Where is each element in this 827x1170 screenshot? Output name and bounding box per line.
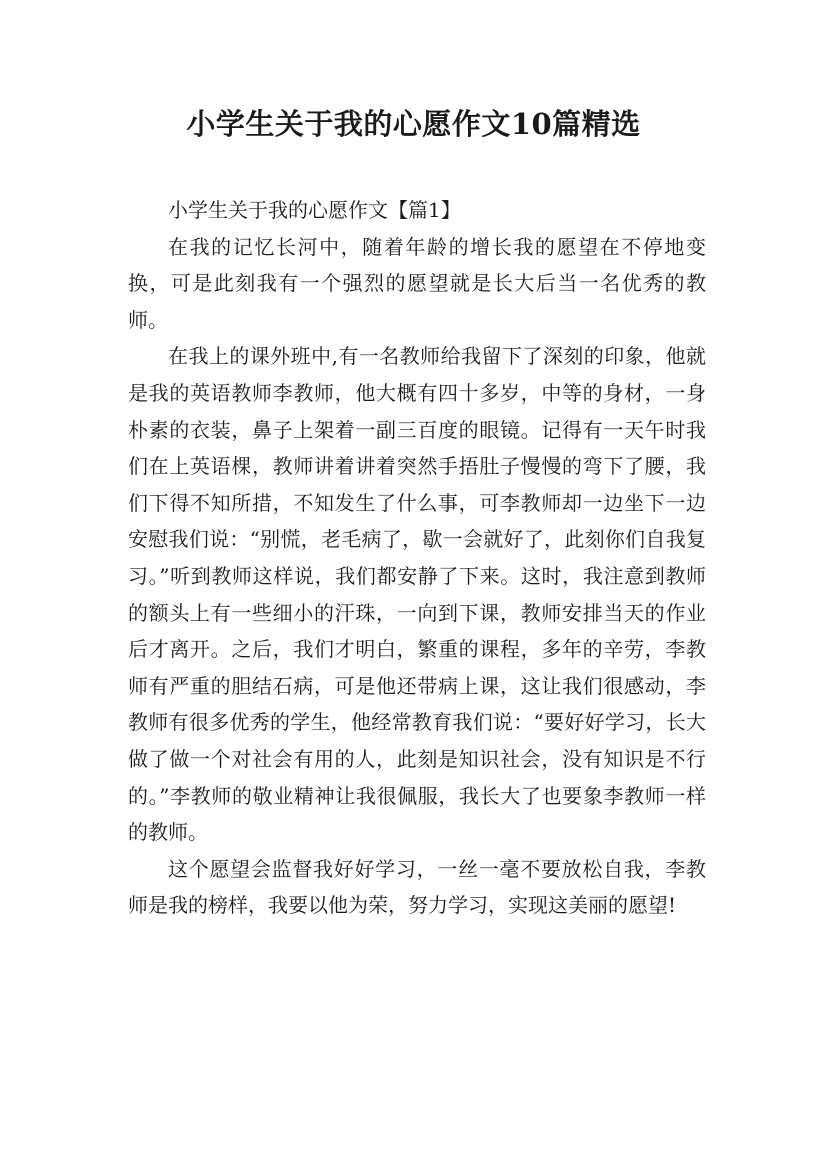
paragraph-2: 在我上的课外班中,有一名教师给我留下了深刻的印象，他就是我的英语教师李教师，他大概有四十多岁，中等的身材，一身朴素的衣装，鼻子上架着一副三百度的眼镜。记得有一天午时我们在上英语棵，教师讲着讲着突然手捂肚子慢慢的弯下了腰，我们下得不知所措，不知发生了什么事，可李教师却一边坐下一边安慰我们说：“别慌，老毛病了，歇一会就好了，此刻你们自我复习。”听到教师这样说，我们都安静了下来。这时，我注意到教师的额头上有一些细小的汗珠，一向到下课，教师安排当天的作业后才离开。之后，我们才明白，繁重的课程，多年的辛劳，李教师有严重的胆结石病，可是他还带病上课，这让我们很感动，李教师有很多优秀的学生，他经常教育我们说：“要好好学习，长大做了做一个对社会有用的人，此刻是知识社会，没有知识是不行的。”李教师的敬业精神让我很佩服，我长大了也要象李教师一样的教师。: [128, 344, 706, 845]
paragraph-3: 这个愿望会监督我好好学习，一丝一毫不要放松自我，李教师是我的榜样，我要以他为荣，努力学习，实现这美丽的愿望!: [128, 856, 706, 918]
paragraph-1: 在我的记忆长河中，随着年龄的增长我的愿望在不停地变换，可是此刻我有一个强烈的愿望就是长大后当一名优秀的教师。: [128, 234, 706, 332]
section-heading: 小学生关于我的心愿作文【篇1】: [168, 198, 461, 222]
document-body: [128, 192, 706, 924]
document-title: 小学生关于我的心愿作文10篇精选: [186, 107, 641, 141]
